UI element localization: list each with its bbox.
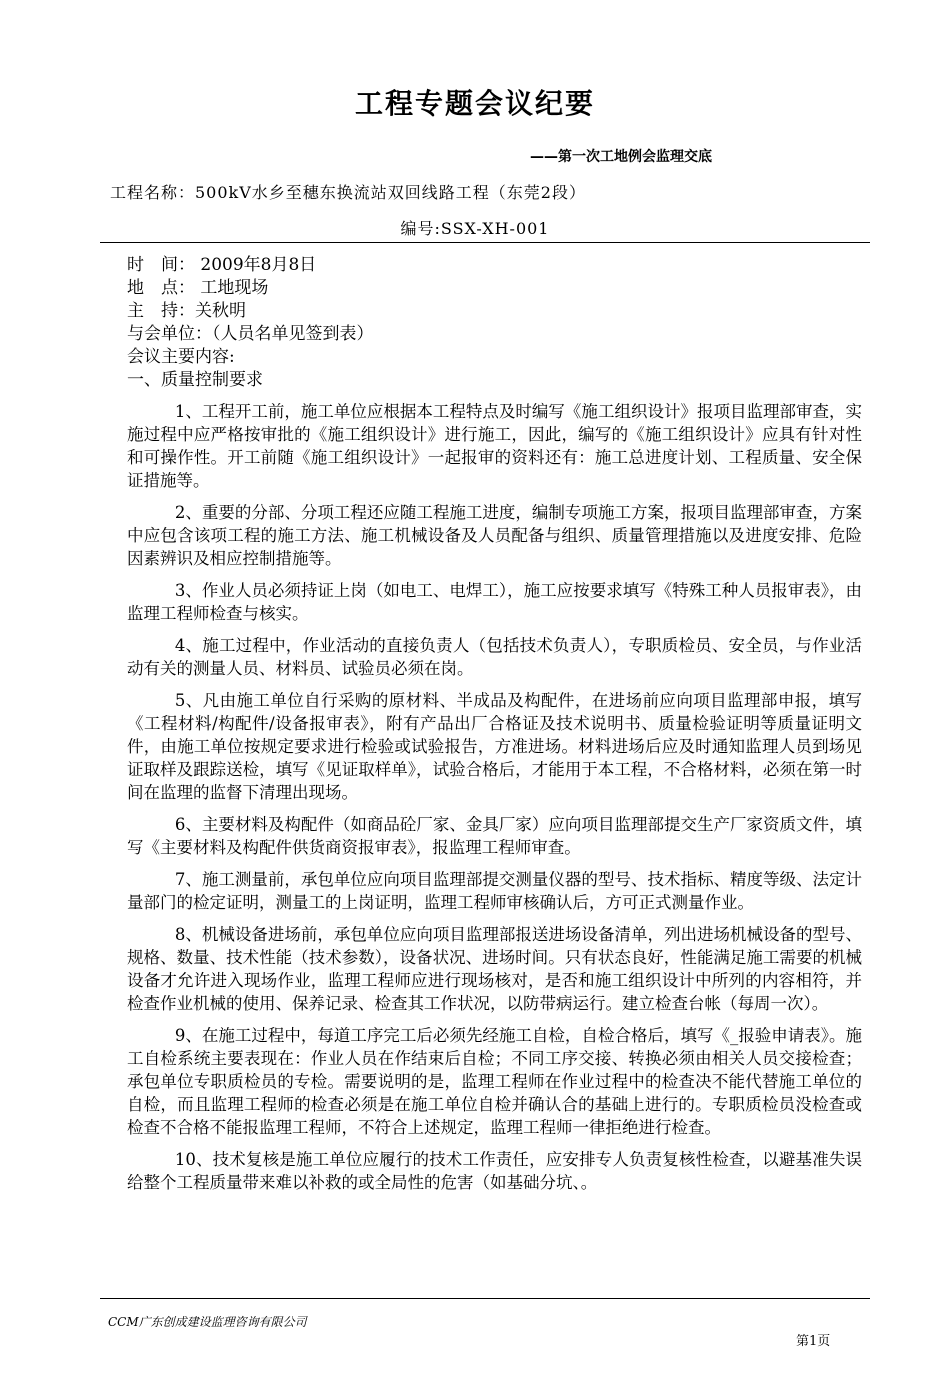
- document-body: [127, 400, 862, 1203]
- paragraph-6: 6、主要材料及构配件（如商品砼厂家、金具厂家）应向项目监理部提交生产厂家资质文件，填写《主要材料及构配件供货商资报审表》，报监理工程师审查。: [127, 815, 862, 857]
- meeting-info: [127, 254, 374, 392]
- meeting-content-label: 会议主要内容:: [127, 347, 235, 367]
- paragraph-10: 10、技术复核是施工单位应履行的技术工作责任，应安排专人负责复核性检查，以避基准失误给整个工程质量带来难以补救的或全局性的危害（如基础分坑、。: [127, 1150, 862, 1192]
- paragraph-4: 4、施工过程中，作业活动的直接负责人（包括技术负责人），专职质检员、安全员，与作业活动有关的测量人员、材料员、试验员必须在岗。: [127, 636, 862, 678]
- section-heading: 一、质量控制要求: [127, 370, 263, 390]
- paragraph-9: 9、在施工过程中，每道工序完工后必须先经施工自检，自检合格后，填写《_报验申请表》。施工自检系统主要表现在：作业人员在作结束后自检；不同工序交接、转换必须由相关人员交接检查；承包单位专职质检员的专检。需要说明的是，监理工程师在作业过程中的检查决不能代替施工单位的自检，而且监理工程师的检查必须是在施工单位自检并确认合的基础上进行的。专职质检员没检查或检查不合格不能报监理工程师，不符合上述规定，监理工程师一律拒绝进行检查。: [127, 1026, 862, 1137]
- header-divider: [100, 242, 870, 243]
- paragraph-8: 8、机械设备进场前，承包单位应向项目监理部报送进场设备清单，列出进场机械设备的型号、规格、数量、技术性能（技术参数），设备状况、进场时间。只有状态良好，性能满足施工需要的机械设备才允许进入现场作业，监理工程师应进行现场核对，是否和施工组织设计中所列的内容相符，并检查作业机械的使用、保养记录、检查其工作状况，以防带病运行。建立检查台帐（每周一次）。: [127, 925, 862, 1013]
- footer-divider: [100, 1298, 870, 1299]
- paragraph-2: 2、重要的分部、分项工程还应随工程施工进度，编制专项施工方案，报项目监理部审查，方案中应包含该项工程的施工方法、施工机械设备及人员配备与组织、质量管理措施以及进度安排、危险因素辨识及相应控制措施等。: [127, 503, 862, 568]
- document-subtitle: ——第一次工地例会监理交底: [530, 149, 712, 165]
- meeting-place: 地 点： 工地现场: [127, 278, 269, 298]
- meeting-time: 时 间： 2009年8月8日: [127, 255, 317, 275]
- paragraph-1: 1、工程开工前，施工单位应根据本工程特点及时编写《施工组织设计》报项目监理部审查，实施过程中应严格按审批的《施工组织设计》进行施工，因此，编写的《施工组织设计》应具有针对性和可操作性。开工前随《施工组织设计》一起报审的资料还有：施工总进度计划、工程质量、安全保证措施等。: [127, 402, 862, 490]
- project-name-line: 工程名称：500kV水乡至穗东换流站双回线路工程（东莞2段）: [110, 183, 586, 202]
- meeting-attendees: 与会单位：（人员名单见签到表）: [127, 324, 374, 344]
- page-number: 第1页: [796, 1334, 831, 1349]
- paragraph-3: 3、作业人员必须持证上岗（如电工、电焊工），施工应按要求填写《特殊工种人员报审表》，由监理工程师检查与核实。: [127, 581, 862, 623]
- document-number: 编号:SSX-XH-001: [400, 219, 550, 238]
- paragraph-7: 7、施工测量前，承包单位应向项目监理部提交测量仪器的型号、技术指标、精度等级、法定计量部门的检定证明，测量工的上岗证明，监理工程师审核确认后，方可正式测量作业。: [127, 870, 862, 912]
- paragraph-5: 5、凡由施工单位自行采购的原材料、半成品及构配件，在进场前应向项目监理部申报，填写《工程材料/构配件/设备报审表》，附有产品出厂合格证及技术说明书、质量检验证明等质量证明文件，由施工单位按规定要求进行检验或试验报告，方准进场。材料进场后应及时通知监理人员到场见证取样及跟踪送检，填写《见证取样单》，试验合格后，才能用于本工程，不合格材料，必须在第一时间在监理的监督下清理出现场。: [127, 691, 862, 802]
- meeting-host: 主 持：关秋明: [127, 301, 246, 321]
- footer-company: CCM广东创成建设监理咨询有限公司: [108, 1315, 307, 1329]
- document-title: 工程专题会议纪要: [354, 87, 595, 120]
